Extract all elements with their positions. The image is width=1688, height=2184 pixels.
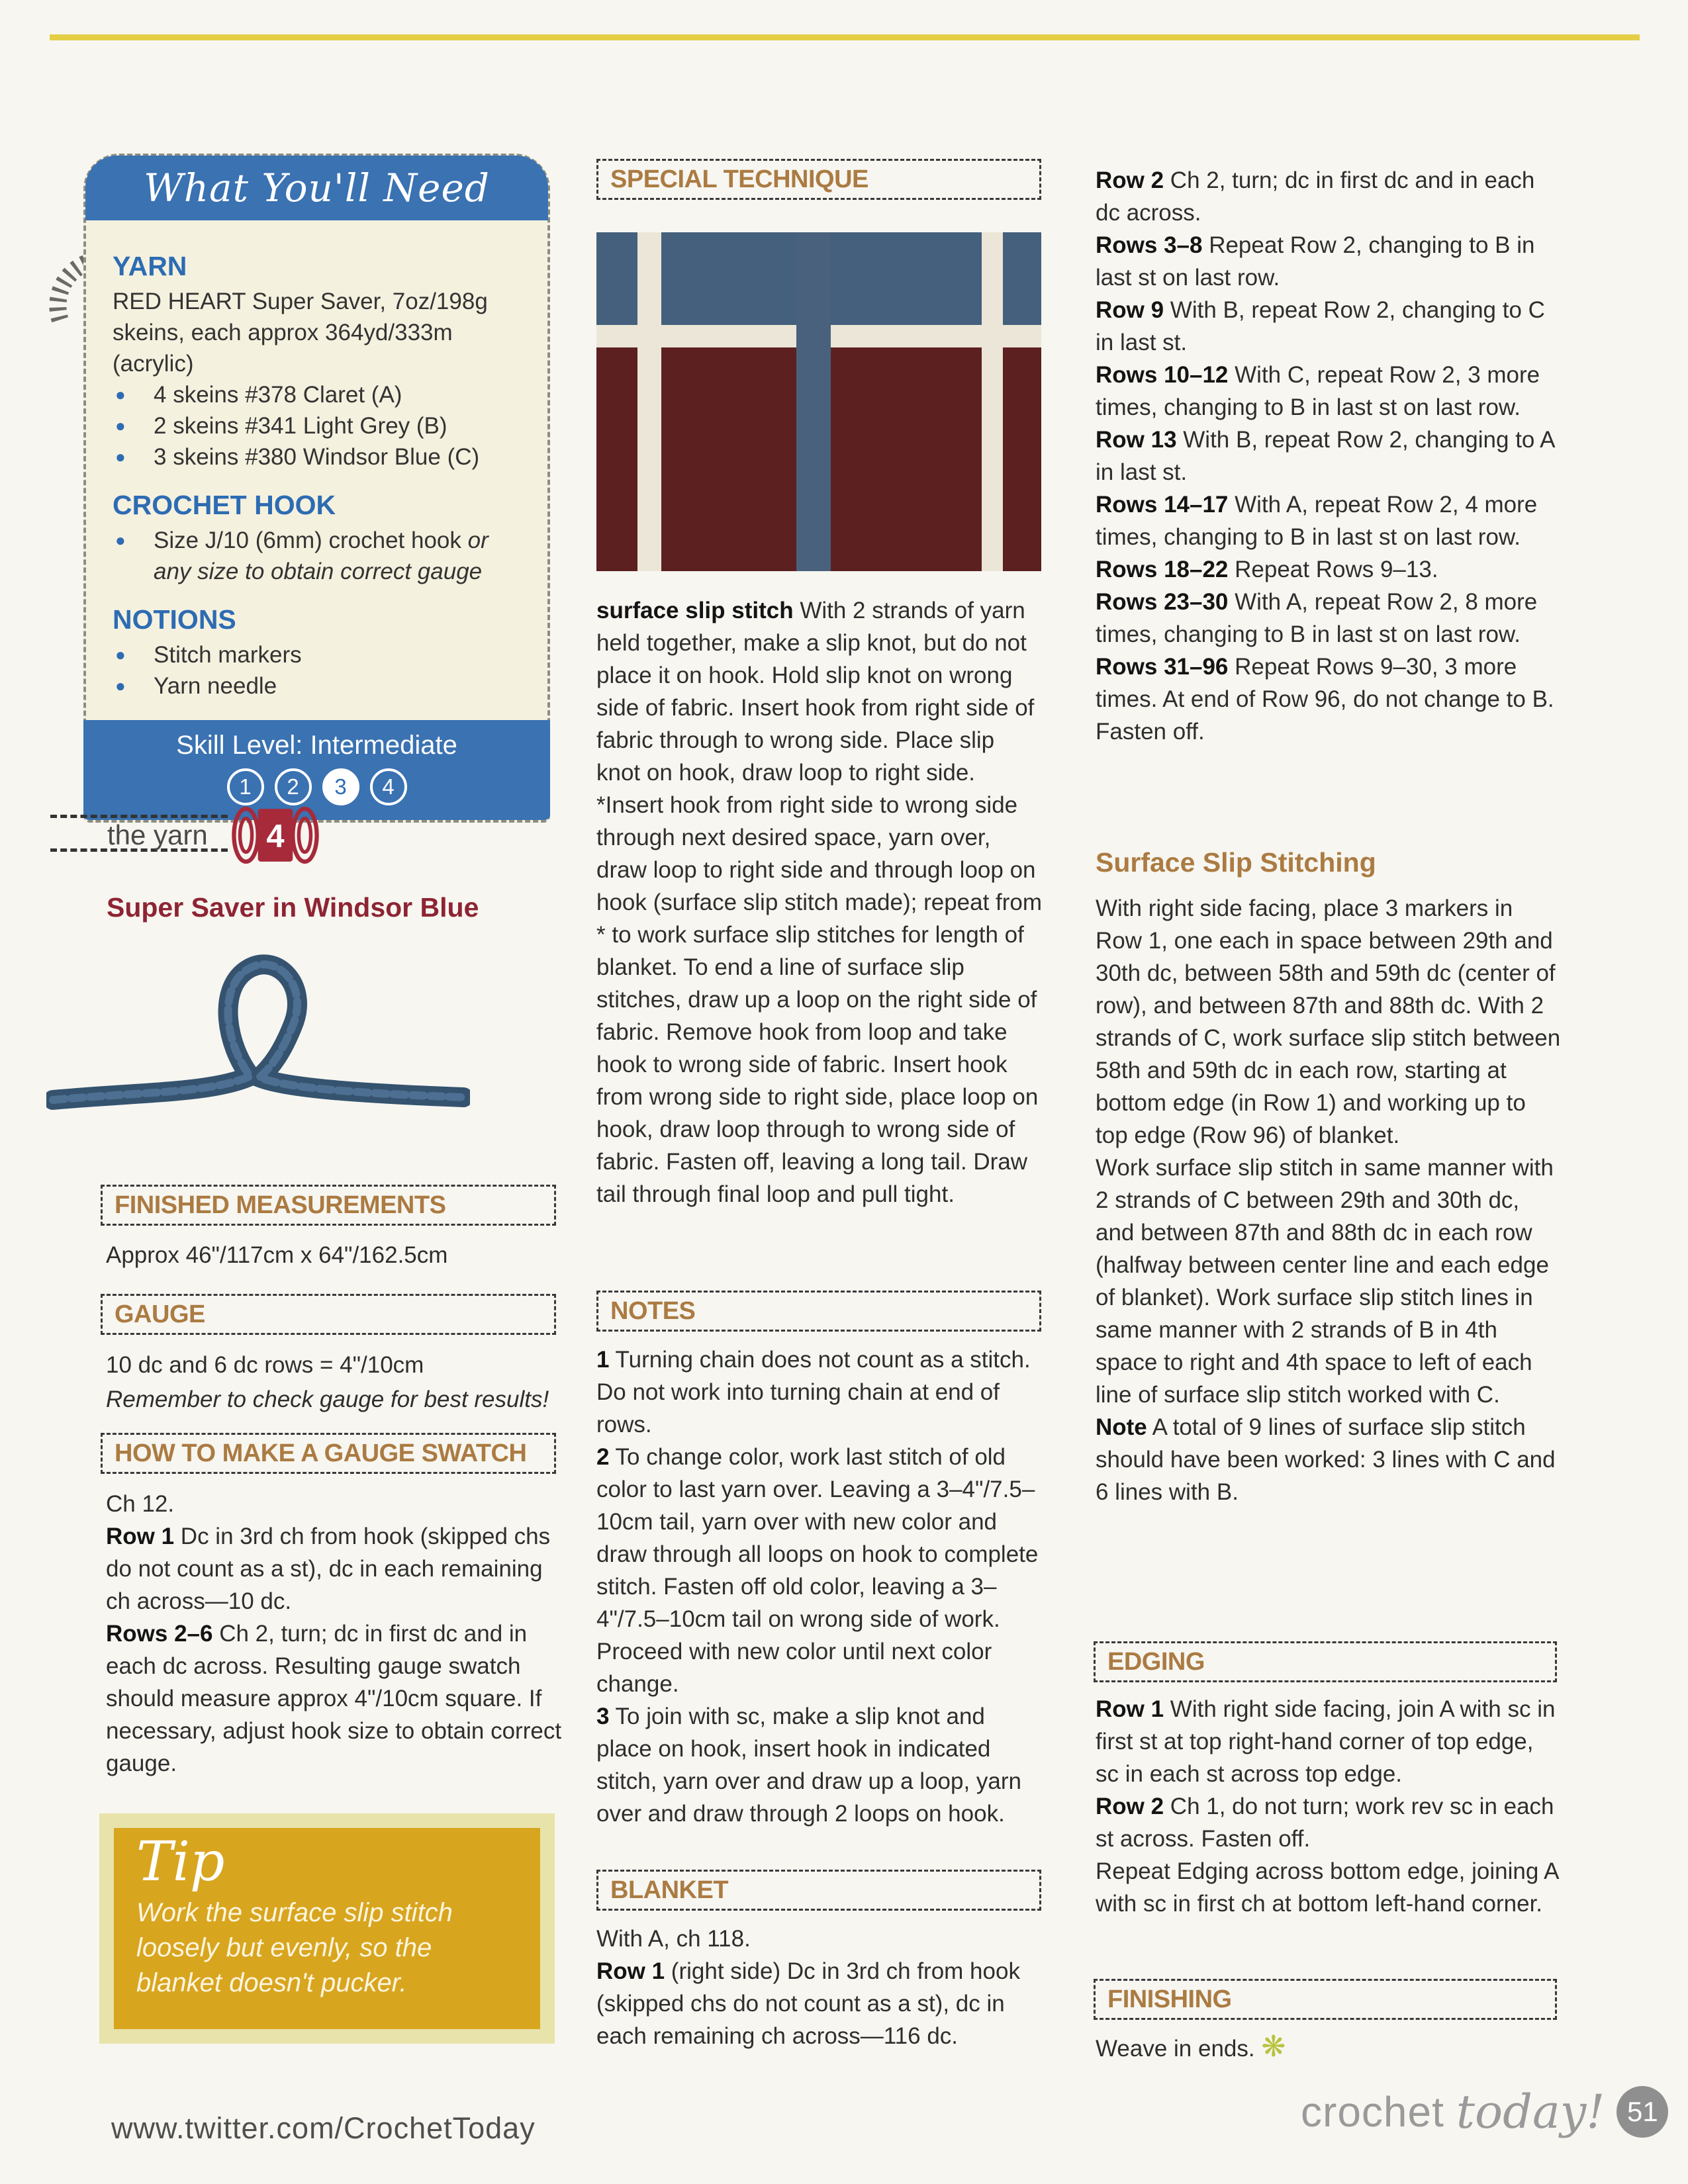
yarn-loop-photo <box>46 927 470 1125</box>
section-notes <box>596 1291 1041 1332</box>
section-heading: FINISHED MEASUREMENTS <box>115 1191 446 1219</box>
hook-item <box>154 525 521 587</box>
row-line: Rows 18–22 Repeat Rows 9–13. <box>1096 557 1438 582</box>
list-item <box>113 441 521 473</box>
yarn-weight-icon <box>230 805 320 866</box>
notions-heading: NOTIONS <box>113 604 236 635</box>
section-edging <box>1094 1641 1557 1682</box>
row-line: Row 2 Ch 2, turn; dc in first dc and in each dc across. <box>1096 167 1535 226</box>
top-rule <box>50 34 1640 40</box>
yarn-name: Super Saver in Windsor Blue <box>107 892 479 923</box>
flower-icon: ❋ <box>1261 2030 1286 2063</box>
instruction-line: Row 1 (right side) Dc in 3rd ch from hook (skipped chs do not count as a st), dc in each remaining ch across—116 dc. <box>596 1958 1020 2049</box>
bullet-icon: ● <box>115 447 126 467</box>
gauge-text: 10 dc and 6 dc rows = 4"/10cm <box>106 1352 424 1378</box>
bullet-icon: ● <box>115 645 126 664</box>
gauge-swatch-instructions <box>106 1488 564 1780</box>
card-body <box>86 220 547 820</box>
list-item <box>113 525 521 587</box>
logo-word-crochet: crochet <box>1301 2088 1444 2136</box>
skill-circle-3-active: 3 <box>322 768 359 805</box>
section-blanket <box>596 1870 1041 1911</box>
section-heading: HOW TO MAKE A GAUGE SWATCH <box>115 1439 527 1467</box>
instruction-line: With A, ch 118. <box>596 1926 751 1952</box>
list-item <box>113 379 521 410</box>
section-finished-measurements <box>101 1185 556 1226</box>
instruction-line: Ch 12. <box>106 1491 175 1517</box>
instruction-line: Row 1 With right side facing, join A with sc in first st at top right-hand corner of top edge, sc in each st across top edge. <box>1096 1696 1556 1787</box>
row-line: Rows 10–12 With C, repeat Row 2, 3 more times, changing to B in last st on last row. <box>1096 362 1540 420</box>
bullet-icon: ● <box>115 416 126 435</box>
twitter-url[interactable]: www.twitter.com/CrochetToday <box>111 2111 536 2145</box>
note-item: 2 To change color, work last stitch of old color to last yarn over. Leaving a 3–4"/7.5–10cm tail, yarn over with new color and draw through all loops on hook to complete stitch. Fasten off old color, leaving a 3–4"/7.5–10cm tail on wrong side of work. Proceed with new color until next color change. <box>596 1444 1039 1697</box>
what-youll-need-card <box>83 154 550 823</box>
fabric-swatch-photo <box>596 232 1041 571</box>
yarn-item: 4 skeins #378 Claret (A) <box>154 382 402 408</box>
section-heading: GAUGE <box>115 1300 205 1328</box>
skill-level-circles <box>83 768 550 805</box>
tip-box <box>99 1813 555 2044</box>
special-technique-text: surface slip stitch With 2 strands of yarn held together, make a slip knot, but do not place it on hook. Hold slip knot on wrong side of fabric. Insert hook from right side of fabric through to wrong side. Place slip knot on hook, draw loop to right side. *Insert hook from right side to wrong side through next desired space, yarn over, draw loop to right side and through loop on hook (surface slip stitch made); repeat from * to work surface slip stitches for length of blanket. To end a line of surface slip stitches, draw up a loop on the right side of fabric. Remove hook from loop and take hook to wrong side of fabric. Insert hook from wrong side to right side, place loop on hook, draw loop through to wrong side of fabric. Fasten off, leaving a long tail. Draw tail through final loop and pull tight. <box>596 598 1043 1207</box>
yarn-item: 3 skeins #380 Windsor Blue (C) <box>154 444 480 470</box>
section-heading: EDGING <box>1107 1647 1205 1676</box>
card-header <box>85 156 548 220</box>
yarn-intro: RED HEART Super Saver, 7oz/198g skeins, each approx 364yd/333m (acrylic) <box>113 289 488 377</box>
instruction-line: Row 1 Dc in 3rd ch from hook (skipped chs do not count as a st), dc in each remaining ch across—10 dc. <box>106 1524 551 1614</box>
surface-slip-stitching-text <box>1096 892 1562 1508</box>
bullet-icon: ● <box>115 385 126 404</box>
card-title: What You'll Need <box>144 165 490 210</box>
paragraph: With right side facing, place 3 markers in Row 1, one each in space between 29th and 30th dc, between 58th and 59th dc (center of row), and between 87th and 88th dc. With 2 strands of C, work surface slip stitch between 58th and 59th dc in each row, starting at bottom edge (in Row 1) and working up to top edge (Row 96) of blanket. <box>1096 895 1561 1148</box>
list-item <box>113 410 521 441</box>
gauge-note: Remember to check gauge for best results! <box>106 1387 549 1412</box>
note-item: 1 Turning chain does not count as a stitch. Do not work into turning chain at end of rows. <box>596 1347 1031 1437</box>
skill-circle-2: 2 <box>275 768 312 805</box>
section-heading: BLANKET <box>610 1876 729 1904</box>
note-item: 3 To join with sc, make a slip knot and place on hook, insert hook in indicated stitch, yarn over and draw up a loop, yarn over and draw through 2 loops on hook. <box>596 1704 1022 1827</box>
section-heading: SPECIAL TECHNIQUE <box>610 165 868 193</box>
skill-circle-4: 4 <box>370 768 407 805</box>
measurements-text: Approx 46"/117cm x 64"/162.5cm <box>106 1242 448 1268</box>
section-gauge-swatch <box>101 1433 556 1474</box>
the-yarn-strip <box>50 815 228 852</box>
section-gauge <box>101 1294 556 1335</box>
row-line: Rows 23–30 With A, repeat Row 2, 8 more times, changing to B in last st on last row. <box>1096 589 1538 647</box>
finishing-text: Weave in ends. ❋ <box>1096 2030 1286 2063</box>
skill-level-label: Skill Level: Intermediate <box>176 731 457 760</box>
row-line: Rows 31–96 Repeat Rows 9–30, 3 more times. At end of Row 96, do not change to B. Fasten off. <box>1096 654 1554 745</box>
skill-circle-1: 1 <box>227 768 264 805</box>
row-line: Row 13 With B, repeat Row 2, changing to A in last st. <box>1096 427 1554 485</box>
paragraph: Note A total of 9 lines of surface slip stitch should have been worked: 3 lines with C and 6 lines with B. <box>1096 1414 1556 1505</box>
notes-list <box>596 1343 1044 1830</box>
instruction-line: Repeat Edging across bottom edge, joining A with sc in first ch at bottom left-hand corner. <box>1096 1858 1558 1917</box>
yarn-heading: YARN <box>113 251 187 281</box>
row-line: Row 9 With B, repeat Row 2, changing to C in last st. <box>1096 297 1545 355</box>
section-heading: NOTES <box>610 1297 696 1325</box>
list-item <box>113 639 521 670</box>
tip-text: Work the surface slip stitch loosely but evenly, so the blanket doesn't pucker. <box>136 1898 453 1997</box>
logo-word-today: today! <box>1456 2085 1605 2139</box>
paragraph: Work surface slip stitch in same manner with 2 strands of C between 29th and 30th dc, and between 87th and 88th dc in each row (halfway between center line and each edge of blanket). Work surface slip stitch lines in same manner with 2 strands of B in 4th space to right and 4th space to left of each line of surface slip stitch worked with C. <box>1096 1155 1554 1408</box>
surface-slip-stitching-heading: Surface Slip Stitching <box>1096 847 1376 878</box>
row-instructions <box>1096 164 1559 748</box>
section-heading: FINISHING <box>1107 1985 1232 2013</box>
row-line: Rows 3–8 Repeat Row 2, changing to B in last st on last row. <box>1096 232 1535 291</box>
section-special-technique <box>596 159 1041 200</box>
yarn-weight-number: 4 <box>266 819 285 855</box>
row-line: Rows 14–17 With A, repeat Row 2, 4 more times, changing to B in last st on last row. <box>1096 492 1538 550</box>
instruction-line: Row 2 Ch 1, do not turn; work rev sc in each st across. Fasten off. <box>1096 1794 1554 1852</box>
bullet-icon: ● <box>115 676 126 696</box>
yarn-item: 2 skeins #341 Light Grey (B) <box>154 413 447 439</box>
edging-instructions <box>1096 1693 1562 1920</box>
hook-item-italic: or any size to obtain correct gauge <box>154 527 489 584</box>
bullet-icon: ● <box>115 530 126 550</box>
page-number-badge: 51 <box>1617 2086 1668 2138</box>
hook-item-text: Size J/10 (6mm) crochet hook <box>154 527 468 553</box>
notion-item: Yarn needle <box>154 673 277 699</box>
crochet-today-logo <box>1301 2085 1668 2139</box>
the-yarn-label: the yarn <box>107 819 208 850</box>
hook-heading: CROCHET HOOK <box>113 490 336 520</box>
blanket-instructions <box>596 1923 1044 2052</box>
tip-title: Tip <box>136 1831 225 1893</box>
list-item <box>113 670 521 702</box>
instruction-line: Rows 2–6 Ch 2, turn; dc in first dc and in each dc across. Resulting gauge swatch should measure approx 4"/10cm square. If necessary, adjust hook size to obtain correct gauge. <box>106 1621 562 1776</box>
notion-item: Stitch markers <box>154 642 302 668</box>
section-finishing <box>1094 1979 1557 2020</box>
